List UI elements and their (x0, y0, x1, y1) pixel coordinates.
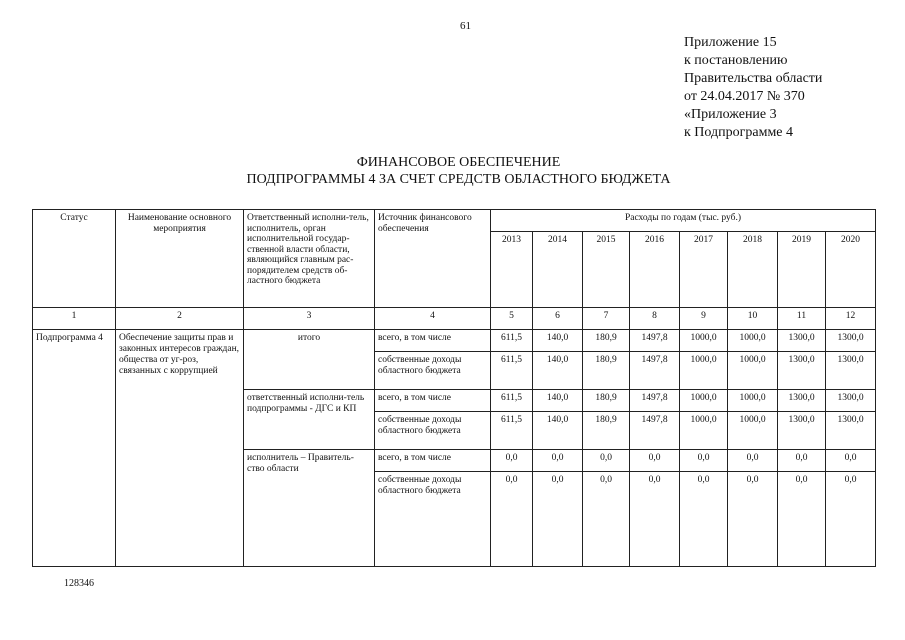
value-cell: 1497,8 (630, 412, 680, 450)
value-cell: 140,0 (533, 330, 583, 352)
value-cell: 1497,8 (630, 352, 680, 390)
year-header: 2013 (491, 232, 533, 308)
document-code: 128346 (64, 578, 94, 589)
responsible-cell: исполнитель – Правитель-ство области (244, 450, 375, 567)
value-cell: 140,0 (533, 352, 583, 390)
header-event: Наименование основного мероприятия (116, 210, 244, 308)
source-cell: всего, в том числе (375, 330, 491, 352)
value-cell: 140,0 (533, 390, 583, 412)
annex-line: Правительства области (684, 71, 823, 86)
value-cell: 1300,0 (826, 330, 876, 352)
source-cell: собственные доходы областного бюджета (375, 412, 491, 450)
header-source: Источник финансового обеспечения (375, 210, 491, 308)
value-cell: 1497,8 (630, 330, 680, 352)
value-cell: 1000,0 (728, 390, 778, 412)
value-cell: 0,0 (778, 472, 826, 567)
source-cell: собственные доходы областного бюджета (375, 352, 491, 390)
value-cell: 0,0 (583, 450, 630, 472)
value-cell: 1300,0 (826, 352, 876, 390)
value-cell: 1000,0 (728, 330, 778, 352)
column-index: 9 (680, 308, 728, 330)
source-cell: всего, в том числе (375, 390, 491, 412)
annex-line: Приложение 15 (684, 35, 777, 50)
year-header: 2016 (630, 232, 680, 308)
header-status: Статус (33, 210, 116, 308)
value-cell: 180,9 (583, 390, 630, 412)
value-cell: 0,0 (630, 450, 680, 472)
column-index: 6 (533, 308, 583, 330)
column-index: 12 (826, 308, 876, 330)
annex-line: к постановлению (684, 53, 788, 68)
value-cell: 140,0 (533, 412, 583, 450)
value-cell: 1300,0 (826, 390, 876, 412)
event-cell: Обеспечение защиты прав и законных интересов граждан, общества от уг-роз, связанных с коррупцией (116, 330, 244, 567)
year-header: 2015 (583, 232, 630, 308)
column-index: 1 (33, 308, 116, 330)
title-line-1: ФИНАНСОВОЕ ОБЕСПЕЧЕНИЕ (356, 155, 561, 170)
status-cell: Подпрограмма 4 (33, 330, 116, 567)
value-cell: 611,5 (491, 330, 533, 352)
year-header: 2018 (728, 232, 778, 308)
value-cell: 1000,0 (680, 352, 728, 390)
page-number: 61 (460, 20, 471, 32)
column-index: 11 (778, 308, 826, 330)
value-cell: 180,9 (583, 412, 630, 450)
value-cell: 180,9 (583, 330, 630, 352)
value-cell: 1000,0 (680, 412, 728, 450)
annex-header (684, 34, 822, 142)
annex-line: «Приложение 3 (684, 107, 777, 122)
value-cell: 0,0 (728, 450, 778, 472)
value-cell: 0,0 (533, 472, 583, 567)
value-cell: 0,0 (491, 472, 533, 567)
value-cell: 1300,0 (778, 330, 826, 352)
value-cell: 0,0 (826, 450, 876, 472)
value-cell: 0,0 (826, 472, 876, 567)
responsible-cell: итого (244, 330, 375, 390)
value-cell: 1000,0 (728, 352, 778, 390)
value-cell: 611,5 (491, 352, 533, 390)
value-cell: 0,0 (533, 450, 583, 472)
year-header: 2014 (533, 232, 583, 308)
responsible-cell: ответственный исполни-тель подпрограммы - ДГС и КП (244, 390, 375, 450)
column-index: 4 (375, 308, 491, 330)
column-index: 2 (116, 308, 244, 330)
column-index-row (33, 308, 876, 330)
year-header: 2019 (778, 232, 826, 308)
year-header: 2020 (826, 232, 876, 308)
value-cell: 1000,0 (728, 412, 778, 450)
value-cell: 0,0 (778, 450, 826, 472)
source-cell: собственные доходы областного бюджета (375, 472, 491, 567)
value-cell: 0,0 (630, 472, 680, 567)
value-cell: 1000,0 (680, 390, 728, 412)
source-cell: всего, в том числе (375, 450, 491, 472)
value-cell: 611,5 (491, 412, 533, 450)
value-cell: 1300,0 (778, 412, 826, 450)
value-cell: 611,5 (491, 390, 533, 412)
column-index: 5 (491, 308, 533, 330)
column-index: 10 (728, 308, 778, 330)
column-index: 8 (630, 308, 680, 330)
value-cell: 0,0 (680, 472, 728, 567)
financing-table (32, 209, 876, 567)
column-index: 7 (583, 308, 630, 330)
annex-line: к Подпрограмме 4 (684, 125, 794, 140)
value-cell: 1300,0 (778, 352, 826, 390)
value-cell: 1000,0 (680, 330, 728, 352)
value-cell: 1497,8 (630, 390, 680, 412)
header-responsible: Ответственный исполни-тель, исполнитель, орган исполнительной государ-ственной власти области, являющийся главным рас-порядителем средств об-ластного бюджета (244, 210, 375, 308)
document-title (0, 154, 905, 188)
value-cell: 0,0 (491, 450, 533, 472)
table-row (33, 330, 876, 352)
value-cell: 1300,0 (826, 412, 876, 450)
value-cell: 0,0 (680, 450, 728, 472)
header-expenses: Расходы по годам (тыс. руб.) (491, 210, 876, 232)
title-line-2: ПОДПРОГРАММЫ 4 ЗА СЧЕТ СРЕДСТВ ОБЛАСТНОГО БЮДЖЕТА (246, 172, 671, 187)
year-header: 2017 (680, 232, 728, 308)
value-cell: 1300,0 (778, 390, 826, 412)
value-cell: 0,0 (583, 472, 630, 567)
value-cell: 0,0 (728, 472, 778, 567)
annex-line: от 24.04.2017 № 370 (684, 89, 805, 104)
column-index: 3 (244, 308, 375, 330)
value-cell: 180,9 (583, 352, 630, 390)
